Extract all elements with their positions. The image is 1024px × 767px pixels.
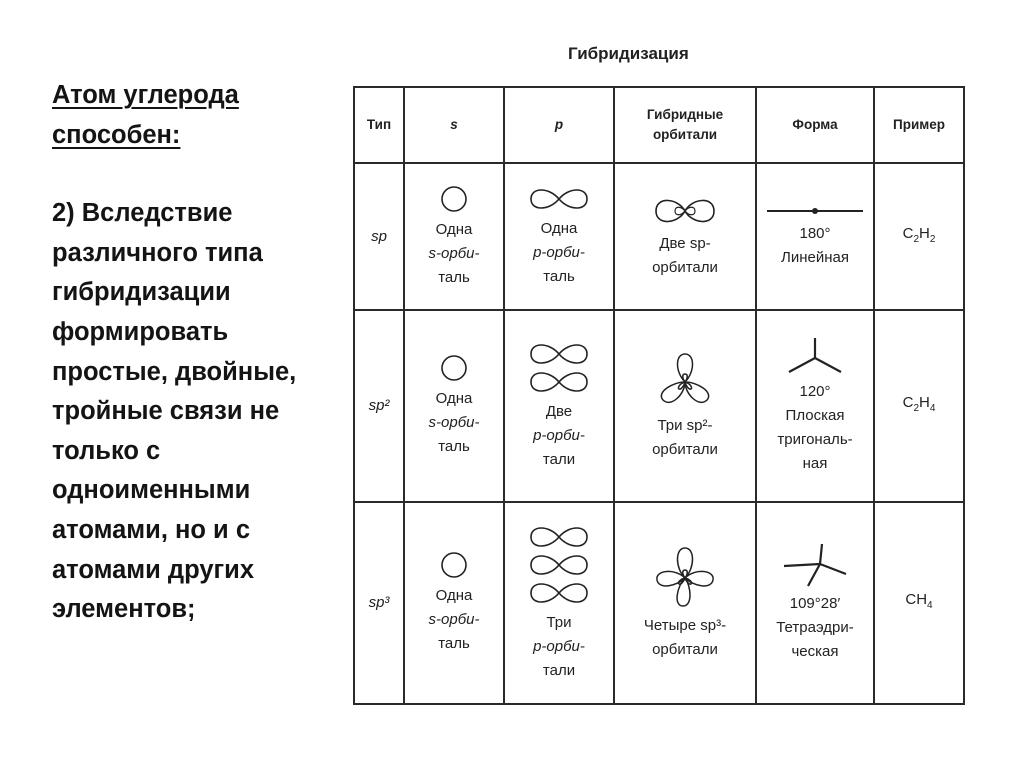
cell-line: p-орби-	[533, 427, 585, 444]
formula-ch4: $CH_4$	[905, 591, 933, 611]
p-orbital-icon	[527, 340, 591, 396]
header-hybrid-line-2: орбитали	[652, 127, 718, 142]
p-orbital-cell	[504, 310, 614, 502]
example-cell	[874, 310, 964, 502]
header-type: Тип	[354, 87, 404, 163]
example-cell	[874, 502, 964, 704]
cell-line: Две	[545, 403, 573, 420]
cell-line: 109°28′	[789, 595, 841, 612]
header-row	[354, 87, 964, 163]
cell-line: орбитали	[652, 258, 718, 276]
hybridization-table	[353, 86, 965, 705]
cell-line: p-орби-	[533, 638, 585, 655]
hybrid-orbital-cell	[614, 310, 756, 502]
header-p: p	[504, 87, 614, 163]
cell-line: Плоская	[785, 407, 845, 424]
row-type: sp	[354, 163, 404, 310]
table-row	[354, 163, 964, 310]
cell-line: тали	[542, 662, 576, 679]
hybrid-orbital-cell	[614, 163, 756, 310]
trigonal-shape-icon	[783, 336, 847, 376]
s-orbital-icon	[439, 550, 469, 580]
row-type: sp³	[354, 502, 404, 704]
s-orbital-cell	[404, 163, 504, 310]
table-title: Гибридизация	[568, 44, 689, 63]
p-orbital-cell	[504, 163, 614, 310]
heading-line-2: способен:	[52, 120, 181, 149]
s-orbital-cell	[404, 310, 504, 502]
header-hybrid-line-1: Гибридные	[646, 107, 724, 122]
cell-line: 120°	[799, 383, 831, 400]
cell-line: таль	[438, 268, 470, 286]
cell-line: тригональ-	[777, 431, 853, 448]
table-row	[354, 310, 964, 502]
body-line-7: только с	[52, 436, 161, 465]
cell-line: ческая	[791, 643, 839, 660]
body-line-5: простые, двойные,	[52, 357, 297, 386]
cell-line: Три	[546, 614, 572, 631]
body-line-10: атомами других	[52, 555, 254, 584]
shape-cell	[756, 310, 874, 502]
cell-line: Тетраэдри-	[776, 619, 854, 636]
cell-line: Одна	[435, 390, 473, 407]
header-hybrid	[614, 87, 756, 163]
shape-cell	[756, 502, 874, 704]
cell-line: 180°	[799, 224, 831, 242]
table-row	[354, 502, 964, 704]
linear-shape-icon	[765, 204, 865, 218]
cell-line: Четыре sp³-	[643, 617, 727, 634]
cell-line: таль	[543, 267, 575, 285]
shape-cell	[756, 163, 874, 310]
cell-line: Три sp²-	[657, 417, 713, 434]
sp3-hybrid-orbital-icon	[653, 544, 717, 610]
header-s: s	[404, 87, 504, 163]
s-orbital-icon	[439, 184, 469, 214]
p-orbital-cell	[504, 502, 614, 704]
cell-line: p-орби-	[533, 243, 585, 261]
cell-line: Одна	[435, 587, 473, 604]
body-line-3: гибридизации	[52, 278, 231, 307]
left-text-block	[52, 76, 352, 630]
cell-line: Одна	[540, 219, 578, 237]
body-line-4: формировать	[52, 317, 229, 346]
heading-line-1: Атом углерода	[52, 81, 239, 109]
header-shape: Форма	[756, 87, 874, 163]
cell-line: s-орби-	[428, 244, 480, 262]
cell-line: таль	[438, 438, 470, 455]
example-cell	[874, 163, 964, 310]
hybrid-orbital-cell	[614, 502, 756, 704]
sp2-hybrid-orbital-icon	[655, 350, 715, 410]
p-orbital-icon	[527, 185, 591, 213]
cell-line: s-орби-	[428, 611, 480, 628]
s-orbital-icon	[439, 353, 469, 383]
body-line-2: различного типа	[52, 238, 263, 267]
body-line-9: атомами, но и с	[52, 515, 250, 544]
cell-line: ная	[802, 455, 828, 472]
cell-line: Линейная	[781, 248, 849, 266]
body-line-11: элементов;	[52, 595, 196, 624]
header-example: Пример	[874, 87, 964, 163]
cell-line: орбитали	[652, 441, 718, 458]
cell-line: Две sp-	[659, 234, 711, 252]
cell-line: орбитали	[652, 641, 718, 658]
body-line-1: 2) Вследствие	[52, 199, 233, 228]
cell-line: тали	[542, 451, 576, 468]
tetrahedral-shape-icon	[780, 542, 850, 588]
cell-line: таль	[438, 635, 470, 652]
body-line-6: тройные связи не	[52, 397, 280, 426]
s-orbital-cell	[404, 502, 504, 704]
formula-c2h2: $C_2H_2$	[902, 224, 936, 245]
formula-c2h4: $C_2H_4$	[902, 394, 936, 414]
body-line-8: одноименными	[52, 476, 251, 505]
cell-line: s-орби-	[428, 414, 480, 431]
sp-hybrid-orbital-icon	[652, 194, 718, 228]
row-type: sp²	[354, 310, 404, 502]
p-orbital-icon	[527, 523, 591, 607]
cell-line: Одна	[435, 220, 473, 238]
